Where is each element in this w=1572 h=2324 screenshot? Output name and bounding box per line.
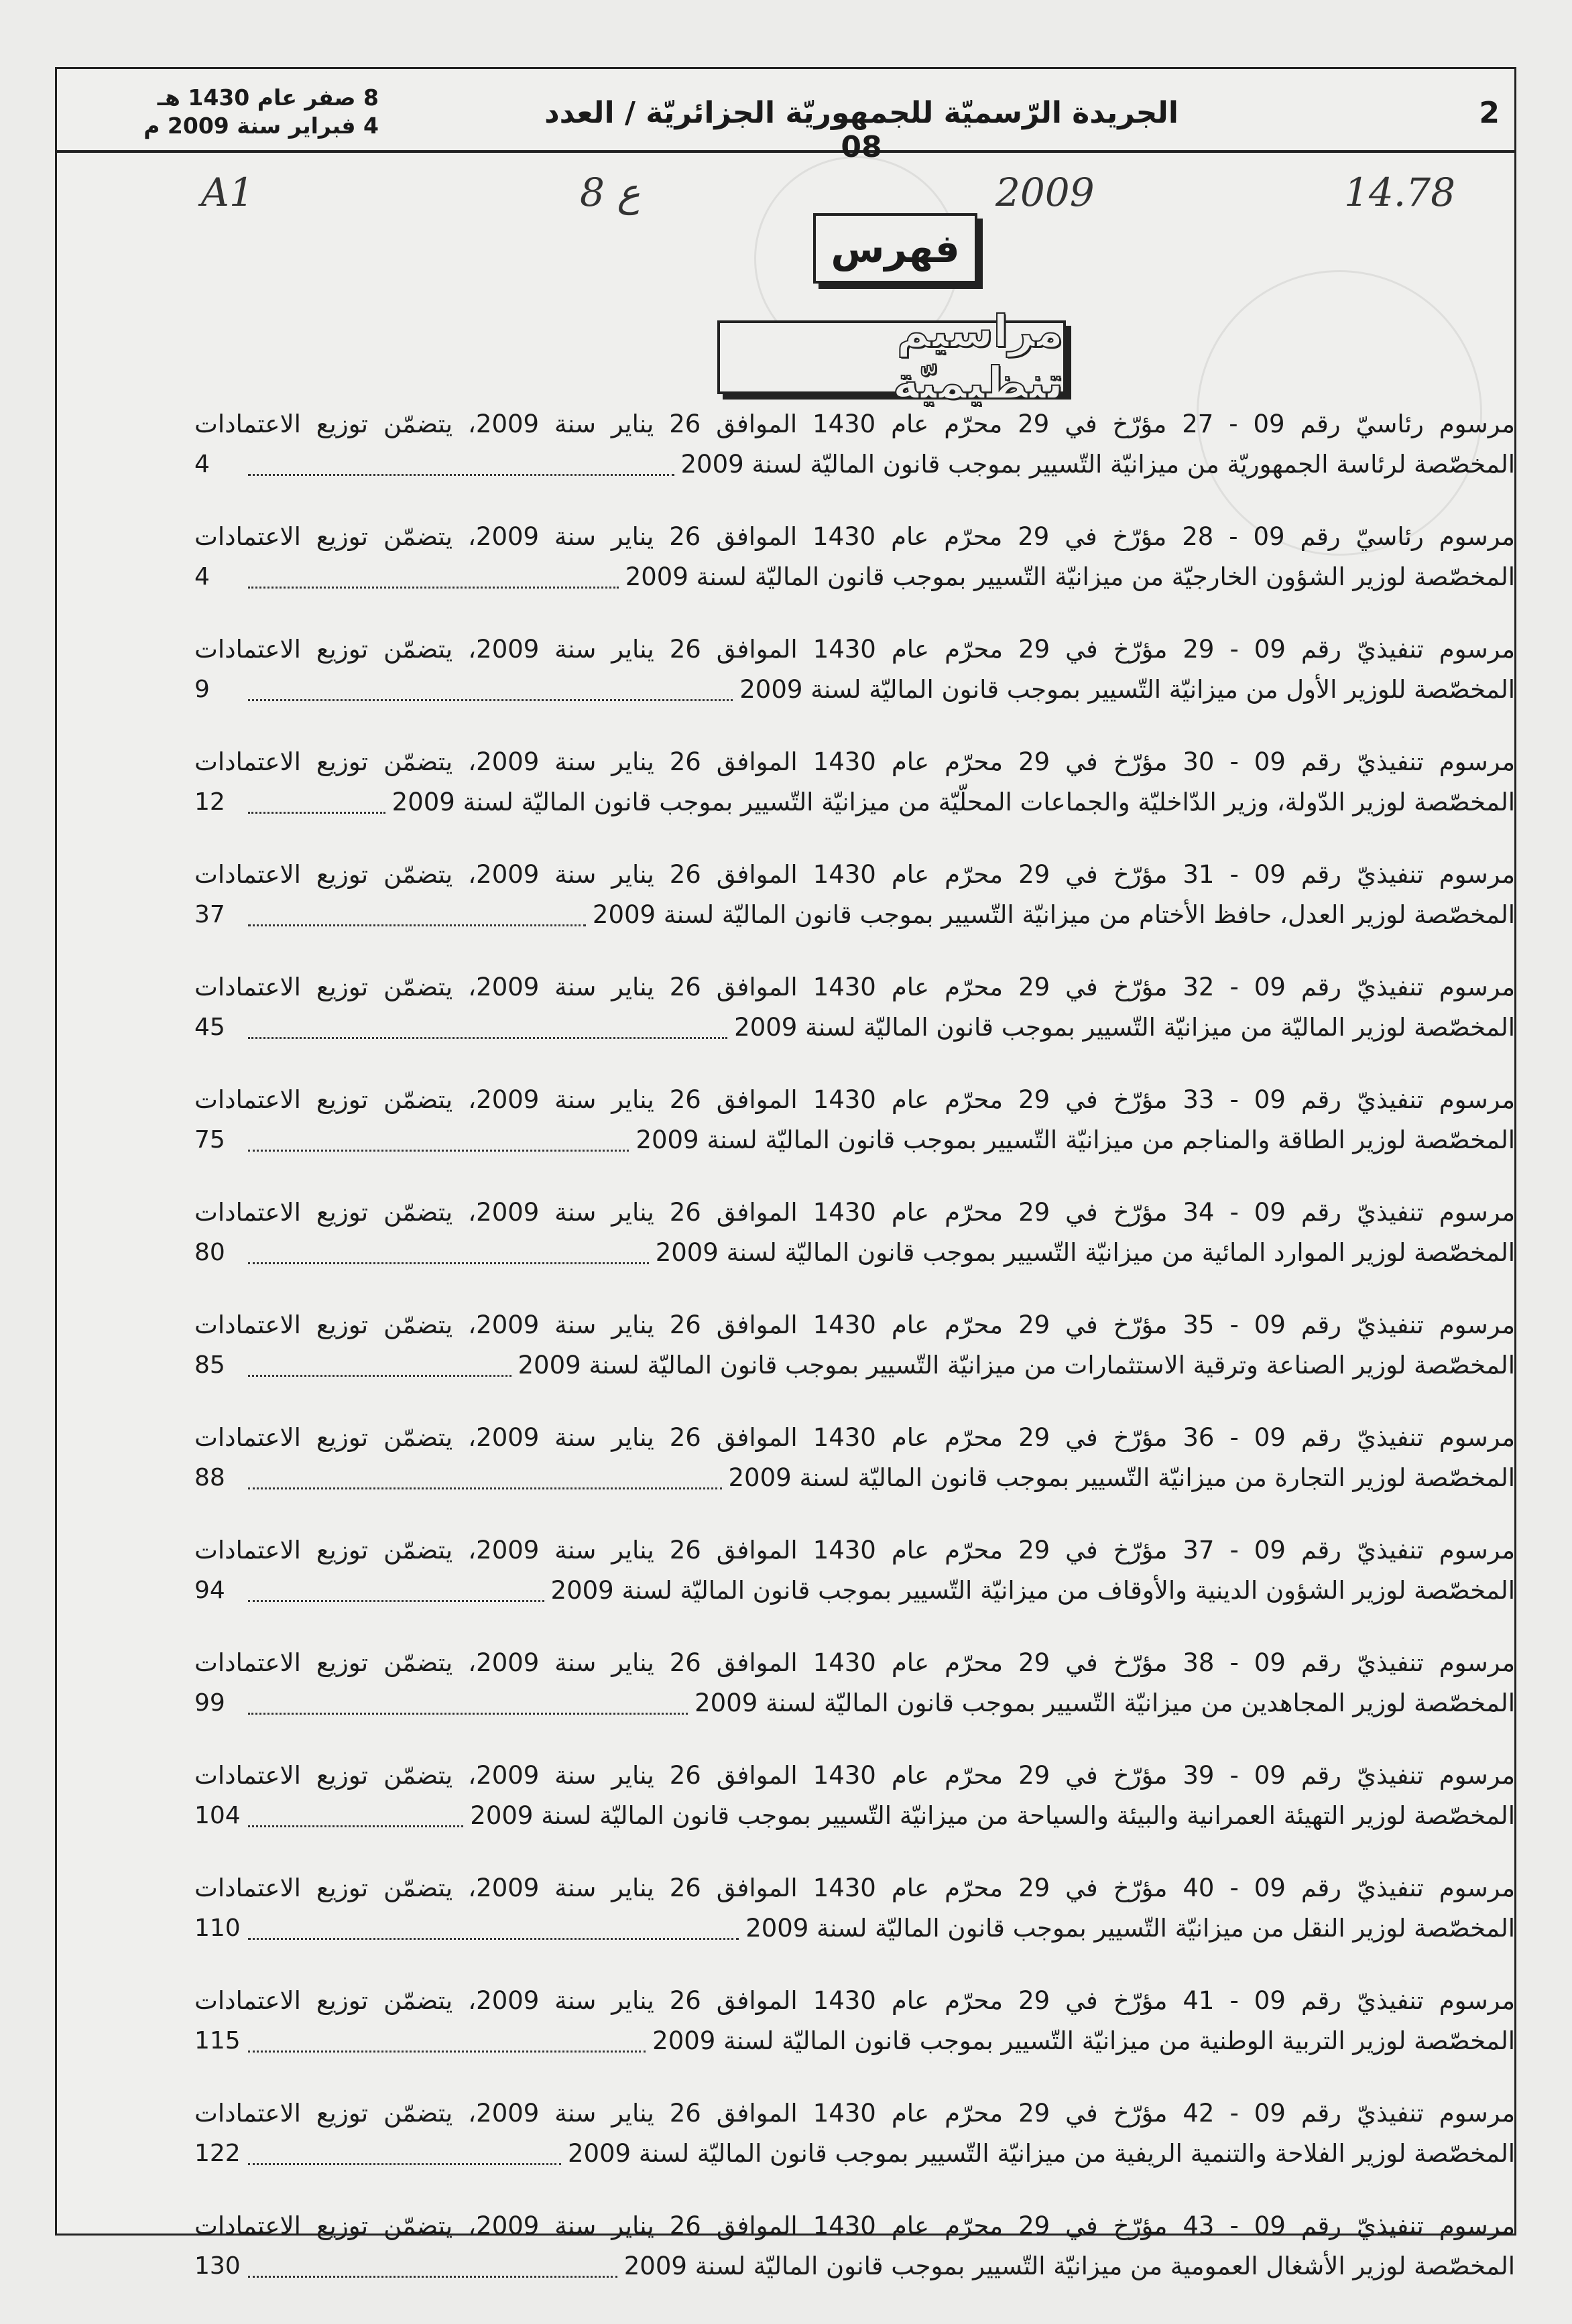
page-reference: 94 bbox=[194, 1577, 225, 1604]
decree-entry bbox=[194, 1530, 1515, 1643]
decree-subject-line bbox=[194, 1796, 1515, 1836]
decree-subject-line bbox=[194, 557, 1515, 597]
handwritten-note-mid-left: 8 ع bbox=[580, 170, 640, 215]
decree-subject-line bbox=[194, 1683, 1515, 1723]
decree-subject-line bbox=[194, 1233, 1515, 1273]
dot-leader bbox=[248, 454, 674, 476]
decree-entry bbox=[194, 967, 1515, 1080]
decree-entry bbox=[194, 1868, 1515, 1981]
page-reference: 80 bbox=[194, 1239, 225, 1266]
decree-entry bbox=[194, 1981, 1515, 2093]
dot-leader bbox=[248, 1467, 722, 1489]
header-title: الجريدة الرّسميّة للجمهوريّة الجزائريّة / العدد 08 bbox=[544, 96, 1178, 164]
decree-subject-line bbox=[194, 1571, 1515, 1611]
page-reference: 4 bbox=[194, 450, 210, 478]
decree-subject: المخصّصة لوزير الدّولة، وزير الدّاخليّة والجماعات المحلّيّة من ميزانيّة التّسيير بموجب قانون الماليّة لسنة 2009 bbox=[391, 788, 1515, 816]
dot-leader bbox=[248, 792, 385, 814]
dot-leader bbox=[248, 2256, 617, 2278]
page-reference: 130 bbox=[194, 2252, 241, 2280]
dot-leader bbox=[248, 679, 733, 701]
page-reference: 4 bbox=[194, 563, 210, 591]
gazette-header bbox=[57, 69, 1514, 164]
handwritten-note-mid-right: 2009 bbox=[995, 170, 1095, 215]
dot-leader bbox=[248, 1580, 544, 1602]
decree-subject-line bbox=[194, 2134, 1515, 2174]
decree-subject-line bbox=[194, 895, 1515, 935]
decree-entry bbox=[194, 855, 1515, 967]
decree-entry bbox=[194, 1643, 1515, 1756]
decree-heading: مرسوم تنفيذيّ رقم 09 - 40 مؤرّخ في 29 محرّم عام 1430 الموافق 26 يناير سنة 2009، يتضمّن توزيع الاعتمادات bbox=[194, 1874, 1516, 1902]
decree-entry bbox=[194, 2206, 1515, 2319]
decree-subject: المخصّصة لوزير التربية الوطنية من ميزانيّة التّسيير بموجب قانون الماليّة لسنة 2009 bbox=[652, 2026, 1515, 2055]
dot-leader bbox=[248, 1129, 629, 1152]
index-title: فهرس bbox=[813, 213, 977, 284]
page-reference: 104 bbox=[194, 1802, 241, 1829]
decree-subject: المخصّصة لوزير الشؤون الدينية والأوقاف من ميزانيّة التّسيير بموجب قانون الماليّة لسنة 2009 bbox=[550, 1576, 1515, 1605]
decree-heading: مرسوم تنفيذيّ رقم 09 - 31 مؤرّخ في 29 محرّم عام 1430 الموافق 26 يناير سنة 2009، يتضمّن توزيع الاعتمادات bbox=[194, 860, 1516, 889]
decree-entry bbox=[194, 742, 1515, 855]
decree-entry bbox=[194, 517, 1515, 629]
decree-list bbox=[194, 404, 1515, 2319]
page-reference: 45 bbox=[194, 1014, 225, 1041]
dot-leader bbox=[248, 1017, 727, 1039]
dot-leader bbox=[248, 1918, 739, 1940]
page-reference: 37 bbox=[194, 901, 225, 928]
decree-subject-line bbox=[194, 670, 1515, 710]
decree-heading: مرسوم تنفيذيّ رقم 09 - 43 مؤرّخ في 29 محرّم عام 1430 الموافق 26 يناير سنة 2009، يتضمّن توزيع الاعتمادات bbox=[194, 2211, 1516, 2240]
decree-heading: مرسوم رئاسيّ رقم 09 - 27 مؤرّخ في 29 محرّم عام 1430 الموافق 26 يناير سنة 2009، يتضمّن توزيع الاعتمادات bbox=[194, 410, 1515, 438]
decree-subject: المخصّصة لوزير المجاهدين من ميزانيّة التّسيير بموجب قانون الماليّة لسنة 2009 bbox=[694, 1689, 1515, 1717]
decree-subject: المخصّصة لرئاسة الجمهوريّة من ميزانيّة التّسيير بموجب قانون الماليّة لسنة 2009 bbox=[680, 450, 1515, 479]
page-reference: 12 bbox=[194, 788, 225, 816]
decree-entry bbox=[194, 1080, 1515, 1192]
decree-subject: المخصّصة لوزير العدل، حافظ الأختام من ميزانيّة التّسيير بموجب قانون الماليّة لسنة 2009 bbox=[592, 900, 1515, 929]
dot-leader bbox=[248, 1693, 688, 1715]
decree-entry bbox=[194, 1305, 1515, 1418]
decree-subject: المخصّصة لوزير الطاقة والمناجم من ميزانيّة التّسيير بموجب قانون الماليّة لسنة 2009 bbox=[636, 1125, 1515, 1154]
decree-subject: المخصّصة للوزير الأول من ميزانيّة التّسيير بموجب قانون الماليّة لسنة 2009 bbox=[739, 675, 1515, 704]
section-title: مراسيم تنظيميّة bbox=[717, 320, 1066, 394]
decree-heading: مرسوم رئاسيّ رقم 09 - 28 مؤرّخ في 29 محرّم عام 1430 الموافق 26 يناير سنة 2009، يتضمّن توزيع الاعتمادات bbox=[194, 522, 1515, 551]
decree-subject-line bbox=[194, 444, 1515, 485]
decree-subject: المخصّصة لوزير الصناعة وترقية الاستثمارات من ميزانيّة التّسيير بموجب قانون الماليّة لسنة 2009 bbox=[518, 1351, 1515, 1380]
decree-entry bbox=[194, 629, 1515, 742]
decree-heading: مرسوم تنفيذيّ رقم 09 - 35 مؤرّخ في 29 محرّم عام 1430 الموافق 26 يناير سنة 2009، يتضمّن توزيع الاعتمادات bbox=[194, 1310, 1516, 1339]
decree-heading: مرسوم تنفيذيّ رقم 09 - 36 مؤرّخ في 29 محرّم عام 1430 الموافق 26 يناير سنة 2009، يتضمّن توزيع الاعتمادات bbox=[194, 1423, 1516, 1452]
header-date-hijri: 8 صفر عام 1430 هـ bbox=[157, 84, 379, 111]
decree-heading: مرسوم تنفيذيّ رقم 09 - 33 مؤرّخ في 29 محرّم عام 1430 الموافق 26 يناير سنة 2009، يتضمّن توزيع الاعتمادات bbox=[194, 1085, 1516, 1114]
dot-leader bbox=[248, 566, 619, 589]
decree-subject: المخصّصة لوزير الشؤون الخارجيّة من ميزانيّة التّسيير بموجب قانون الماليّة لسنة 2009 bbox=[625, 562, 1515, 591]
decree-subject-line bbox=[194, 2246, 1515, 2286]
page-reference: 99 bbox=[194, 1689, 225, 1717]
handwritten-note-right: 14.78 bbox=[1344, 170, 1456, 215]
decree-entry bbox=[194, 404, 1515, 517]
handwritten-note-left: A1 bbox=[201, 170, 254, 215]
decree-subject-line bbox=[194, 1120, 1515, 1160]
decree-subject-line bbox=[194, 782, 1515, 822]
decree-subject: المخصّصة لوزير التجارة من ميزانيّة التّسيير بموجب قانون الماليّة لسنة 2009 bbox=[728, 1463, 1515, 1492]
decree-heading: مرسوم تنفيذيّ رقم 09 - 39 مؤرّخ في 29 محرّم عام 1430 الموافق 26 يناير سنة 2009، يتضمّن توزيع الاعتمادات bbox=[194, 1761, 1516, 1790]
dot-leader bbox=[248, 904, 586, 926]
decree-subject-line bbox=[194, 1908, 1515, 1949]
page-reference: 115 bbox=[194, 2027, 241, 2055]
decree-subject: المخصّصة لوزير الأشغال العمومية من ميزانيّة التّسيير بموجب قانون الماليّة لسنة 2009 bbox=[623, 2252, 1515, 2280]
decree-entry bbox=[194, 2093, 1515, 2206]
decree-subject: المخصّصة لوزير الفلاحة والتنمية الريفية من ميزانيّة التّسيير بموجب قانون الماليّة لسنة 2009 bbox=[567, 2139, 1515, 2168]
decree-heading: مرسوم تنفيذيّ رقم 09 - 32 مؤرّخ في 29 محرّم عام 1430 الموافق 26 يناير سنة 2009، يتضمّن توزيع الاعتمادات bbox=[194, 973, 1516, 1001]
decree-subject-line bbox=[194, 1007, 1515, 1048]
decree-heading: مرسوم تنفيذيّ رقم 09 - 42 مؤرّخ في 29 محرّم عام 1430 الموافق 26 يناير سنة 2009، يتضمّن توزيع الاعتمادات bbox=[194, 2099, 1516, 2128]
decree-heading: مرسوم تنفيذيّ رقم 09 - 38 مؤرّخ في 29 محرّم عام 1430 الموافق 26 يناير سنة 2009، يتضمّن توزيع الاعتمادات bbox=[194, 1648, 1516, 1677]
dot-leader bbox=[248, 2030, 646, 2053]
decree-subject: المخصّصة لوزير الماليّة من ميزانيّة التّسيير بموجب قانون الماليّة لسنة 2009 bbox=[734, 1013, 1515, 1042]
decree-subject-line bbox=[194, 2021, 1515, 2061]
page-reference: 75 bbox=[194, 1126, 225, 1154]
decree-subject: المخصّصة لوزير النقل من ميزانيّة التّسيير بموجب قانون الماليّة لسنة 2009 bbox=[745, 1914, 1515, 1943]
decree-entry bbox=[194, 1756, 1515, 1868]
page-reference: 85 bbox=[194, 1351, 225, 1379]
header-date-gregorian: 4 فبراير سنة 2009 م bbox=[143, 113, 379, 139]
decree-heading: مرسوم تنفيذيّ رقم 09 - 29 مؤرّخ في 29 محرّم عام 1430 الموافق 26 يناير سنة 2009، يتضمّن توزيع الاعتمادات bbox=[194, 635, 1516, 664]
page bbox=[55, 67, 1516, 2280]
dot-leader bbox=[248, 1355, 511, 1377]
decree-entry bbox=[194, 1192, 1515, 1305]
dot-leader bbox=[248, 1805, 463, 1827]
page-reference: 110 bbox=[194, 1914, 241, 1942]
dot-leader bbox=[248, 1242, 649, 1264]
header-page-number: 2 bbox=[1479, 96, 1500, 130]
page-reference: 122 bbox=[194, 2140, 241, 2167]
decree-heading: مرسوم تنفيذيّ رقم 09 - 30 مؤرّخ في 29 محرّم عام 1430 الموافق 26 يناير سنة 2009، يتضمّن توزيع الاعتمادات bbox=[194, 747, 1516, 776]
decree-subject-line bbox=[194, 1458, 1515, 1498]
page-reference: 88 bbox=[194, 1464, 225, 1491]
decree-heading: مرسوم تنفيذيّ رقم 09 - 34 مؤرّخ في 29 محرّم عام 1430 الموافق 26 يناير سنة 2009، يتضمّن توزيع الاعتمادات bbox=[194, 1198, 1516, 1227]
decree-heading: مرسوم تنفيذيّ رقم 09 - 41 مؤرّخ في 29 محرّم عام 1430 الموافق 26 يناير سنة 2009، يتضمّن توزيع الاعتمادات bbox=[194, 1986, 1516, 2015]
header-date bbox=[84, 84, 379, 140]
decree-subject-line bbox=[194, 1345, 1515, 1386]
decree-subject: المخصّصة لوزير الموارد المائية من ميزانيّة التّسيير بموجب قانون الماليّة لسنة 2009 bbox=[655, 1238, 1515, 1267]
page-reference: 9 bbox=[194, 676, 210, 703]
decree-subject: المخصّصة لوزير التهيئة العمرانية والبيئة والسياحة من ميزانيّة التّسيير بموجب قانون الماليّة لسنة 2009 bbox=[470, 1801, 1515, 1830]
dot-leader bbox=[248, 2143, 561, 2165]
decree-entry bbox=[194, 1418, 1515, 1530]
decree-heading: مرسوم تنفيذيّ رقم 09 - 37 مؤرّخ في 29 محرّم عام 1430 الموافق 26 يناير سنة 2009، يتضمّن توزيع الاعتمادات bbox=[194, 1536, 1516, 1565]
